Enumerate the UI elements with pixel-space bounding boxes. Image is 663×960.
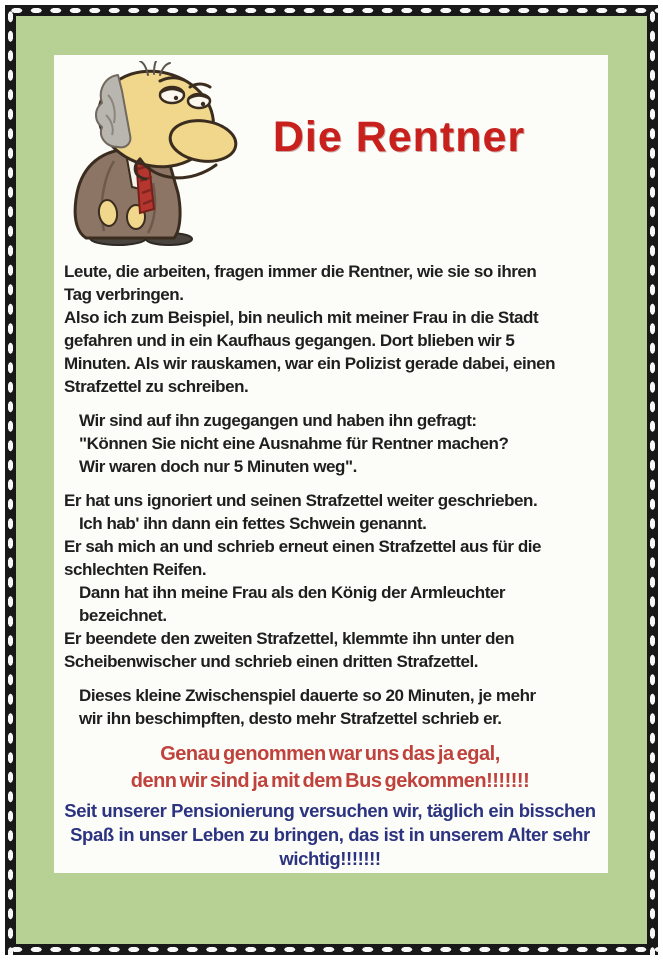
story-line: Er beendete den zweiten Strafzettel, klemmte ihn unter den bbox=[64, 629, 514, 648]
card-header bbox=[54, 55, 608, 247]
story-text bbox=[54, 247, 608, 871]
story-line: bezeichnet. bbox=[79, 606, 167, 625]
story-line: Tag verbringen. bbox=[64, 285, 184, 304]
story-line: Ich hab' ihn dann ein fettes Schwein genannt. bbox=[79, 514, 427, 533]
story-line: Er hat uns ignoriert und seinen Strafzettel weiter geschrieben. bbox=[64, 491, 538, 510]
story-line: Strafzettel zu schreiben. bbox=[64, 377, 249, 396]
story-line: wir ihn beschimpften, desto mehr Strafzettel schrieb er. bbox=[79, 709, 502, 728]
red-note-line: Genau genommen war uns das ja egal, bbox=[160, 743, 500, 765]
story-line: Scheibenwischer und schrieb einen dritten Strafzettel. bbox=[64, 652, 479, 671]
pensioner-cartoon-icon bbox=[56, 61, 238, 247]
story-paragraph-3 bbox=[64, 684, 596, 730]
blue-note-line: Spaß in unser Leben zu bringen, das ist in unserem Alter sehr bbox=[70, 824, 590, 845]
blue-note bbox=[64, 799, 596, 871]
story-paragraph-2 bbox=[64, 489, 596, 673]
beaded-border-top bbox=[5, 5, 658, 16]
story-line: Er sah mich an und schrieb erneut einen Strafzettel aus für die bbox=[64, 537, 542, 556]
beaded-border-right bbox=[647, 5, 658, 955]
red-note bbox=[64, 741, 596, 795]
story-line: Wir waren doch nur 5 Minuten weg". bbox=[79, 457, 357, 476]
story-line: Minuten. Als wir rauskamen, war ein Polizist gerade dabei, einen bbox=[64, 354, 556, 373]
story-paragraph-1 bbox=[64, 260, 596, 398]
story-line: gefahren und in ein Kaufhaus gegangen. Dort blieben wir 5 bbox=[64, 331, 515, 350]
story-quote-block bbox=[64, 409, 596, 478]
blue-note-line: Seit unserer Pensionierung versuchen wir, täglich ein bisschen bbox=[64, 800, 596, 821]
story-line: Leute, die arbeiten, fragen immer die Rentner, wie sie so ihren bbox=[64, 262, 537, 281]
story-line: Wir sind auf ihn zugegangen und haben ihn gefragt: bbox=[79, 411, 477, 430]
red-note-line: denn wir sind ja mit dem Bus gekommen!!!!!!! bbox=[130, 770, 530, 792]
page-title: Die Rentner bbox=[272, 113, 526, 161]
story-card bbox=[54, 55, 608, 873]
story-line: schlechten Reifen. bbox=[64, 560, 207, 579]
beaded-border-bottom bbox=[5, 944, 658, 955]
beaded-border-left bbox=[5, 5, 16, 955]
story-line: Dann hat ihn meine Frau als den König der Armleuchter bbox=[79, 583, 506, 602]
story-line: Dieses kleine Zwischenspiel dauerte so 20 Minuten, je mehr bbox=[79, 686, 536, 705]
story-line: "Können Sie nicht eine Ausnahme für Rentner machen? bbox=[79, 434, 509, 453]
blue-note-line: wichtig!!!!!!! bbox=[279, 848, 381, 869]
story-line: Also ich zum Beispiel, bin neulich mit meiner Frau in die Stadt bbox=[64, 308, 539, 327]
